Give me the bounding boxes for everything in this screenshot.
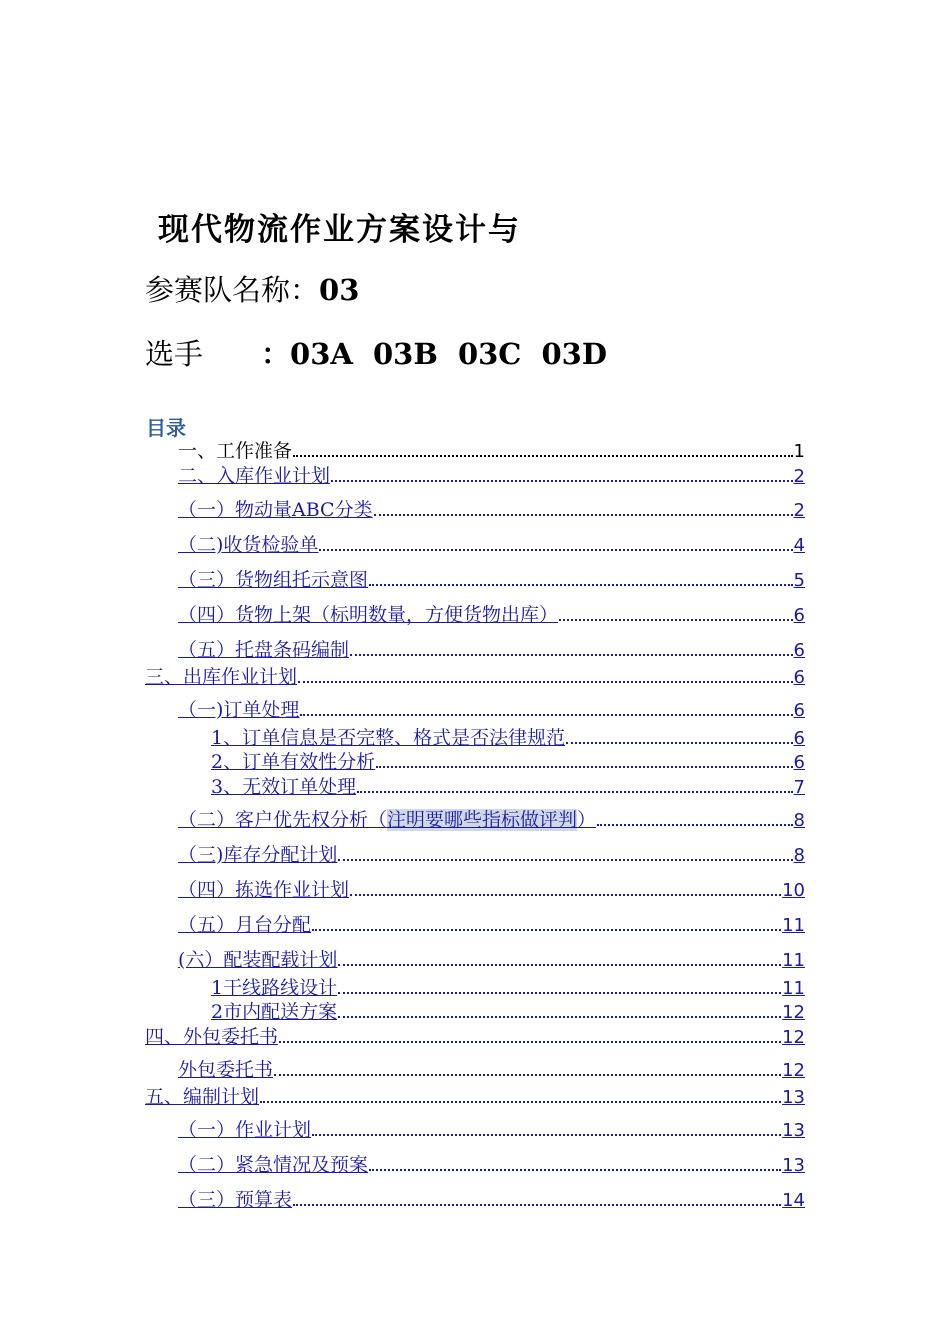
toc-entry[interactable]: （一)订单处理 6 <box>178 699 805 721</box>
toc-heading: 目录 <box>146 416 186 440</box>
toc-entry[interactable]: （二）客户优先权分析（注明要哪些指标做评判） 8 <box>178 809 805 831</box>
toc-entry: 一、工作准备 1 <box>178 440 805 462</box>
toc-entry[interactable]: 三、出库作业计划 6 <box>145 666 805 688</box>
toc-entry[interactable]: （二）紧急情况及预案 13 <box>178 1154 805 1176</box>
document-title: 现代物流作业方案设计与 <box>158 212 521 248</box>
toc-entry[interactable]: （一）作业计划 13 <box>178 1119 805 1141</box>
toc-entry[interactable]: （三）货物组托示意图 5 <box>178 569 805 591</box>
toc-entry[interactable]: 五、编制计划 13 <box>145 1086 805 1108</box>
toc-entry[interactable]: （五）托盘条码编制 6 <box>178 639 805 661</box>
toc-entry[interactable]: 3、无效订单处理 7 <box>211 776 805 798</box>
toc-entry[interactable]: （四）拣选作业计划 10 <box>178 879 805 901</box>
toc-entry[interactable]: 1、订单信息是否完整、格式是否法律规范 6 <box>211 727 805 749</box>
toc-entry[interactable]: （四）货物上架（标明数量，方便货物出库） 6 <box>178 604 805 626</box>
team-label: 参赛队名称： <box>145 273 320 307</box>
toc-entry[interactable]: 外包委托书 12 <box>178 1059 805 1081</box>
highlighted-note: 注明要哪些指标做评判 <box>387 809 578 831</box>
toc-entry[interactable]: (六）配装配载计划 11 <box>178 949 805 971</box>
toc-entry[interactable]: 2市内配送方案 12 <box>211 1001 805 1023</box>
players-colon: ： <box>261 337 291 371</box>
toc-entry[interactable]: （三)库存分配计划 8 <box>178 844 805 866</box>
toc-entry[interactable]: （二)收货检验单 4 <box>178 534 805 556</box>
players-label: 选手 <box>145 337 204 371</box>
toc-entry[interactable]: 四、外包委托书 12 <box>145 1026 805 1048</box>
toc-entry[interactable]: （一）物动量ABC分类 2 <box>178 499 805 521</box>
toc-entry[interactable]: 2、订单有效性分析 6 <box>211 751 805 773</box>
toc-entry[interactable]: 1干线路线设计 11 <box>211 977 805 999</box>
players-line <box>145 332 607 373</box>
team-line <box>145 268 359 309</box>
toc-entry[interactable]: （五）月台分配 11 <box>178 914 805 936</box>
toc-entry[interactable]: （三）预算表 14 <box>178 1189 805 1211</box>
players-value: 03A 03B 03C 03D <box>290 337 607 371</box>
team-value: 03 <box>319 273 360 307</box>
toc-entry[interactable]: 二、入库作业计划 2 <box>178 465 805 487</box>
